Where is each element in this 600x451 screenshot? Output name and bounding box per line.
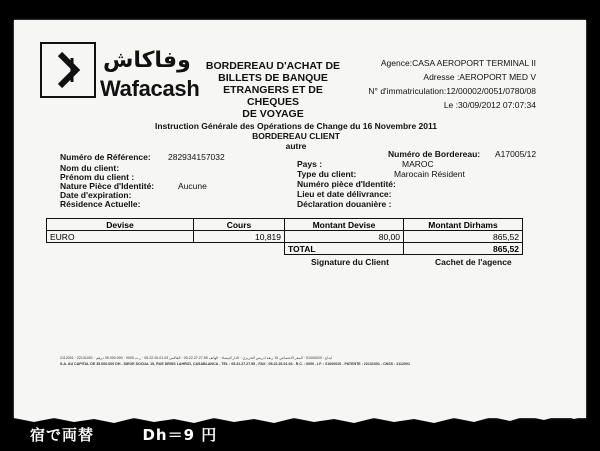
footer-french: S.A. AU CAPITAL DE 35.000.000 DH - SIEGE SOCIAL 15, RUE DRISS LAHRIZI, CASABLANCA - TEL : 05.22.27.27.55 - FAX : 05.22.26.01.03 - R.C. : 0000 - I.F. : 01000020 - PATENTE : 22131001 - CNSS : 2112001 bbox=[60, 362, 411, 366]
header-montant-devise: Montant Devise bbox=[285, 219, 404, 231]
header-devise: Devise bbox=[47, 219, 194, 231]
caption bbox=[30, 424, 217, 445]
logo-arabic: وفاكاش bbox=[103, 48, 191, 73]
cell-montant-devise: 80,00 bbox=[285, 231, 404, 243]
wafacash-logo-icon bbox=[40, 42, 96, 98]
header-cours: Cours bbox=[194, 219, 285, 231]
piece-label: Numéro pièce d'Identité: bbox=[297, 179, 396, 189]
total-label: TOTAL bbox=[285, 243, 404, 255]
cell-cours: 10,819 bbox=[194, 231, 285, 243]
document-title: BORDEREAU D'ACHAT DE BILLETS DE BANQUE ETRANGERS ET DE CHEQUES DE VOYAGE bbox=[205, 60, 341, 120]
type-value: Marocain Résident bbox=[394, 169, 465, 179]
footer-arabic: 2112001 · 22131001 · ايداع : 01000020 · المقر الاجتماعي 15 زنقة ادريس الحريزي · الدار البيضاء · الهاتف 05.22.27.27.55 · الفاكس 05.22.26.01.03 · ر.ت 0000 · 35.000.000 درهم bbox=[60, 356, 333, 360]
agency-info: Agence:CASA AEROPORT TERMINAL II Adresse :AEROPORT MED V N° d'immatriculation:12/00002/0051/0780/08 Le :30/09/2012 07:07:34 bbox=[368, 58, 536, 110]
pays-value: MAROC bbox=[402, 159, 434, 169]
cell-montant-dirhams: 865,52 bbox=[404, 231, 523, 243]
torn-edge bbox=[14, 410, 586, 424]
header-montant-dirhams: Montant Dirhams bbox=[404, 219, 523, 231]
residence-label: Résidence Actuelle: bbox=[60, 199, 141, 209]
signature-label: Signature du Client bbox=[311, 257, 389, 267]
total-value: 865,52 bbox=[404, 243, 523, 255]
bordereau-label: Numéro de Bordereau: bbox=[388, 149, 481, 159]
ref-label: Numéro de Référence: bbox=[60, 152, 151, 162]
bordereau-value: A17005/12 bbox=[495, 149, 537, 159]
cachet-label: Cachet de l'agence bbox=[435, 257, 512, 267]
cell-devise: EURO bbox=[47, 231, 194, 243]
type-label: Type du client: bbox=[297, 169, 357, 179]
instruction-header: Instruction Générale des Opérations de Change du 16 Novembre 2011 BORDEREAU CLIENT autre bbox=[154, 121, 437, 151]
ref-value: 282934157032 bbox=[168, 152, 225, 162]
table-row bbox=[47, 231, 523, 243]
caption-left: 宿で両替 bbox=[30, 426, 95, 444]
nature-label: Nature Pièce d'Identité: bbox=[60, 181, 155, 191]
lieu-label: Lieu et date délivrance: bbox=[297, 189, 392, 199]
prenom-label: Prénom du client : bbox=[60, 172, 135, 182]
logo-latin: Wafacash bbox=[100, 76, 200, 101]
decl-label: Déclaration douanière : bbox=[297, 199, 392, 209]
nom-label: Nom du client: bbox=[60, 163, 120, 173]
exchange-table bbox=[46, 218, 523, 255]
nature-value: Aucune bbox=[178, 181, 207, 191]
caption-right: Dh＝9 円 bbox=[142, 426, 218, 444]
table-header-row bbox=[47, 219, 523, 231]
pays-label: Pays : bbox=[297, 159, 323, 169]
expiration-label: Date d'expiration: bbox=[60, 190, 132, 200]
total-row bbox=[47, 243, 523, 255]
